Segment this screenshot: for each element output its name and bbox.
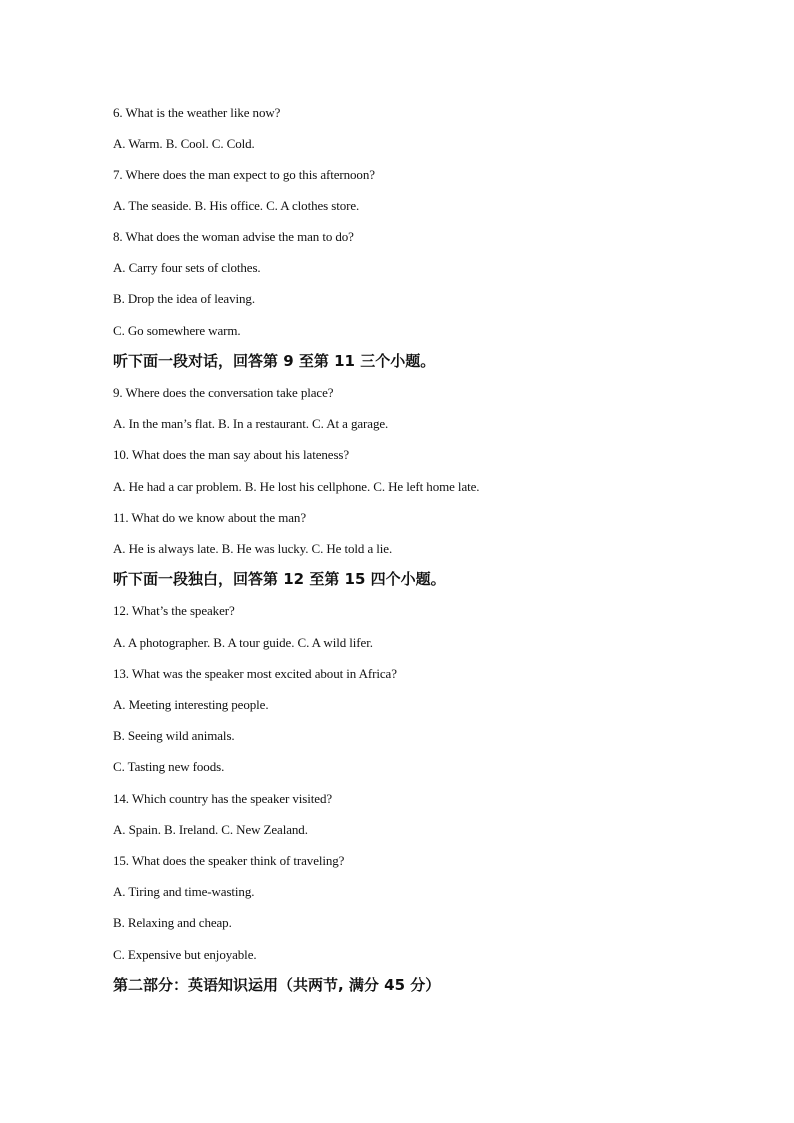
question-6: 6. What is the weather like now? [113, 105, 281, 120]
question-15: 15. What does the speaker think of traveling? [113, 853, 345, 868]
question-12: 12. What’s the speaker? [113, 603, 235, 618]
question-11: 11. What do we know about the man? [113, 510, 306, 525]
question-15-option-a: A. Tiring and time-wasting. [113, 884, 255, 899]
question-8-option-c: C. Go somewhere warm. [113, 323, 241, 338]
question-8: 8. What does the woman advise the man to do? [113, 229, 354, 244]
question-13-option-a: A. Meeting interesting people. [113, 697, 269, 712]
question-9-options: A. In the man’s flat. B. In a restaurant. C. At a garage. [113, 416, 389, 431]
question-8-option-b: B. Drop the idea of leaving. [113, 291, 255, 306]
section-heading-dialogue: 听下面一段对话，回答第 9 至第 11 三个小题。 [113, 352, 436, 370]
question-8-option-a: A. Carry four sets of clothes. [113, 260, 261, 275]
question-11-options: A. He is always late. B. He was lucky. C. He told a lie. [113, 541, 393, 556]
question-13-option-b: B. Seeing wild animals. [113, 728, 235, 743]
question-7-options: A. The seaside. B. His office. C. A clothes store. [113, 198, 360, 213]
question-9: 9. Where does the conversation take place? [113, 385, 334, 400]
question-13: 13. What was the speaker most excited about in Africa? [113, 666, 397, 681]
question-13-option-c: C. Tasting new foods. [113, 759, 225, 774]
question-7: 7. Where does the man expect to go this afternoon? [113, 167, 375, 182]
part-two-heading: 第二部分：英语知识运用（共两节, 满分 45 分） [113, 976, 441, 994]
question-10-options: A. He had a car problem. B. He lost his cellphone. C. He left home late. [113, 479, 480, 494]
section-heading-monologue: 听下面一段独白，回答第 12 至第 15 四个小题。 [113, 570, 446, 588]
question-15-option-c: C. Expensive but enjoyable. [113, 947, 257, 962]
question-14-options: A. Spain. B. Ireland. C. New Zealand. [113, 822, 308, 837]
question-15-option-b: B. Relaxing and cheap. [113, 915, 232, 930]
question-12-options: A. A photographer. B. A tour guide. C. A wild lifer. [113, 635, 373, 650]
question-14: 14. Which country has the speaker visited? [113, 791, 333, 806]
question-6-options: A. Warm. B. Cool. C. Cold. [113, 136, 255, 151]
question-10: 10. What does the man say about his lateness? [113, 447, 350, 462]
